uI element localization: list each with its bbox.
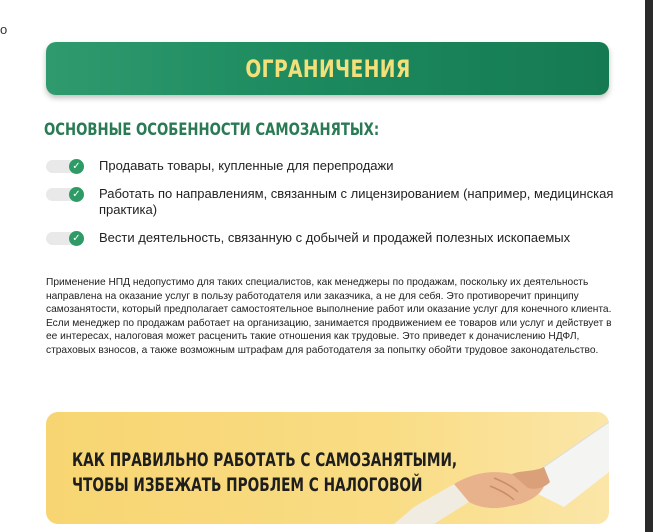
list-item	[46, 230, 636, 246]
check-icon: ✓	[69, 159, 84, 174]
section-title: ОСНОВНЫЕ ОСОБЕННОСТИ САМОЗАНЯТЫХ:	[44, 120, 380, 140]
banner-title: ОГРАНИЧЕНИЯ	[244, 54, 411, 83]
cta-line-2: ЧТОБЫ ИЗБЕЖАТЬ ПРОБЛЕМ С НАЛОГОВОЙ	[72, 474, 423, 496]
restrictions-list	[46, 158, 636, 246]
toggle-icon	[46, 232, 84, 245]
toggle-icon	[46, 188, 84, 201]
list-item-text: Продавать товары, купленные для перепродажи	[99, 158, 394, 173]
toggle-icon	[46, 160, 84, 173]
explanation-paragraph: Применение НПД недопустимо для таких специалистов, как менеджеры по продажам, поскольку их деятельность направлена на оказание услуг в пользу работодателя или заказчика, а не для себя. Это противоречит принципу самозанятости, который предполагает самостоятельное выполнение работ или оказание услуг для конечного клиента. Если менеджер по продажам работает на организацию, занимается продвижением ее товаров или услуг и действует в ее интересах, налоговая может расценить такие отношения как трудовые. Это приведет к доначислению НДФЛ, страховых взносов, а также возможным штрафам для работодателя за попытку обойти трудовое законодательство.	[46, 277, 612, 356]
cta-banner[interactable]	[46, 412, 609, 524]
list-item-text: Работать по направлениям, связанным с лицензированием (например, медицинская практика)	[99, 186, 614, 217]
cta-line-1: КАК ПРАВИЛЬНО РАБОТАТЬ С САМОЗАНЯТЫМИ,	[72, 449, 458, 471]
clipped-edge-text: о	[0, 22, 8, 37]
title-banner	[46, 42, 609, 95]
check-icon: ✓	[69, 187, 84, 202]
list-item	[46, 186, 636, 218]
list-item	[46, 158, 636, 174]
list-item-text: Вести деятельность, связанную с добычей и продажей полезных ископаемых	[99, 230, 571, 245]
check-icon: ✓	[69, 231, 84, 246]
handshake-icon	[394, 412, 609, 524]
